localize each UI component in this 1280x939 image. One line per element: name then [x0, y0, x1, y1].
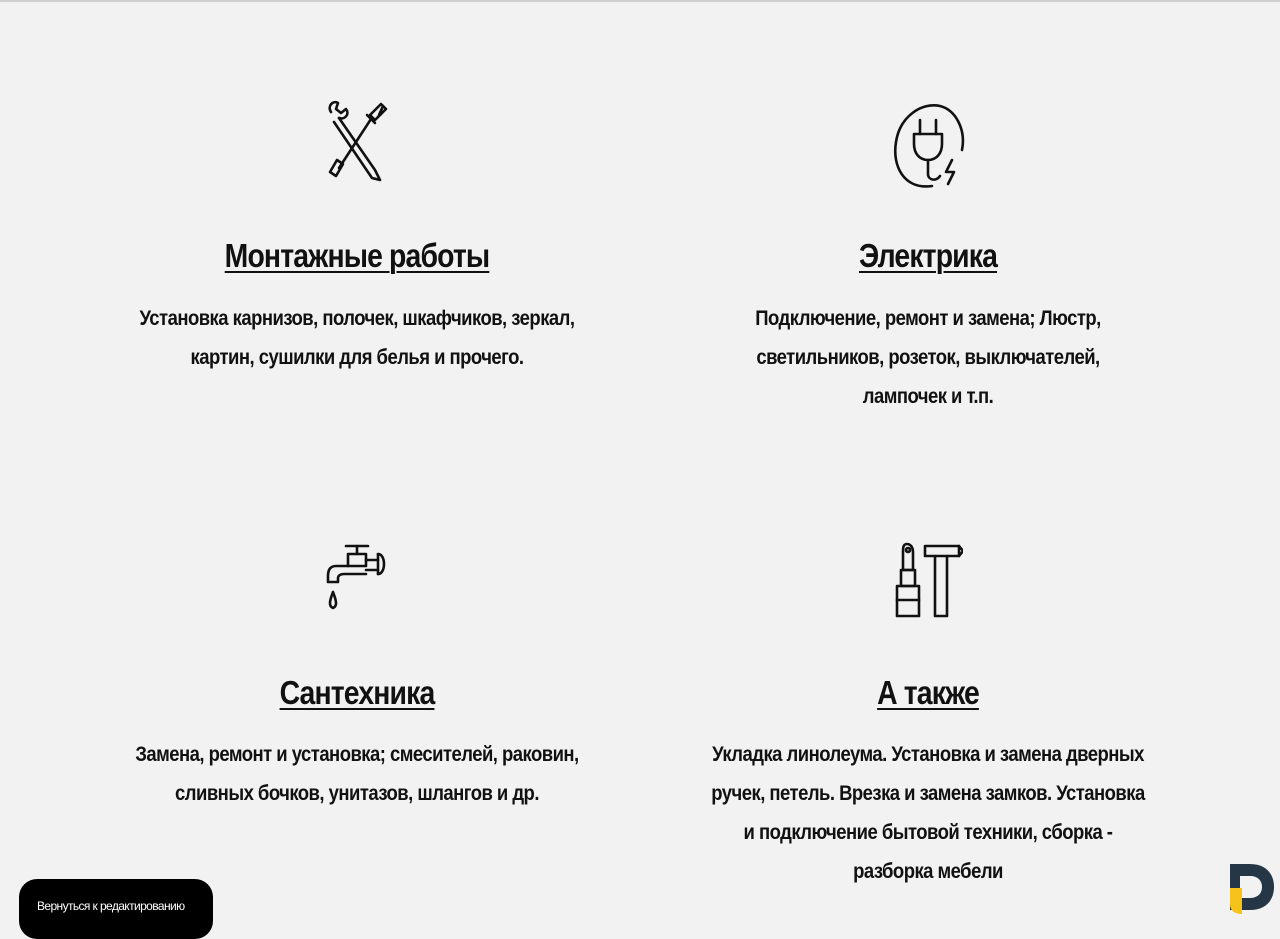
back-to-editing-button[interactable]: Вернуться к редактированию	[19, 879, 213, 939]
service-description: Укладка линолеума. Установка и замена дверных ручек, петель. Врезка и замена замков. Установка и подключение бытовой техники, сборка - разборка мебели	[711, 743, 1145, 883]
service-description: Замена, ремонт и установка; смесителей, раковин, сливных бочков, унитазов, шлангов и др.	[135, 743, 579, 805]
water-tap-icon	[326, 540, 388, 620]
top-divider	[0, 0, 1280, 2]
service-title: Сантехника	[279, 674, 435, 711]
service-title: А также	[877, 674, 979, 711]
brush-hammer-icon	[893, 540, 963, 620]
service-description: Установка карнизов, полочек, шкафчиков, зеркал, картин, сушилки для белья и прочего.	[139, 307, 575, 369]
service-title: Электрика	[858, 237, 998, 274]
service-title: Монтажные работы	[224, 237, 490, 274]
service-description: Подключение, ремонт и замена; Люстр, светильников, розеток, выключателей, лампочек и т.п.	[755, 307, 1101, 408]
brand-logo-icon[interactable]	[1226, 860, 1276, 914]
tools-icon	[325, 100, 389, 184]
electric-plug-icon	[890, 94, 966, 190]
